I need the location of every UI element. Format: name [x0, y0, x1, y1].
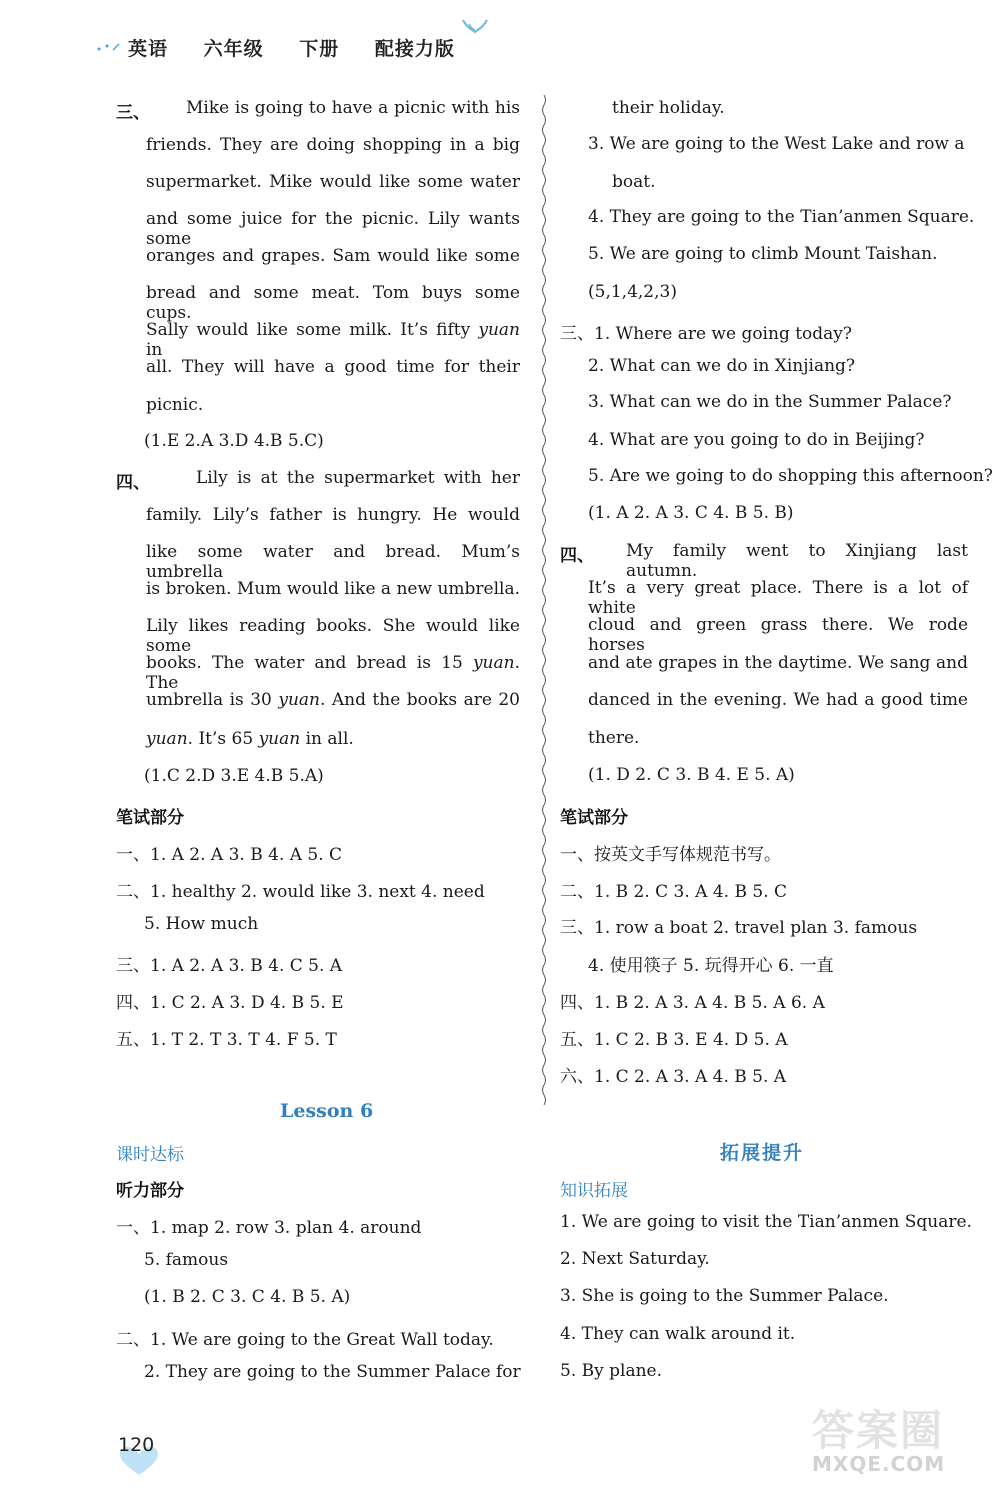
right-answer-line: 3. We are going to the West Lake and row a	[588, 134, 965, 154]
page-header	[128, 34, 483, 61]
right-answer-line: 5. We are going to climb Mount Taishan.	[588, 244, 938, 264]
written-answer-line: 四、1. C 2. A 3. D 4. B 5. E	[116, 993, 344, 1013]
listening-answer-line: (1. B 2. C 3. C 4. B 5. A)	[144, 1287, 351, 1307]
lesson-subtitle: 课时达标	[116, 1145, 184, 1165]
right-answer-line: 3. What can we do in the Summer Palace?	[588, 392, 952, 412]
right-answer-line: (1. A 2. A 3. C 4. B 5. B)	[588, 503, 794, 523]
san-passage-line: friends. They are doing shopping in a big	[146, 135, 520, 155]
right-answer-line: 5. Are we going to do shopping this afternoon?	[588, 466, 993, 486]
lesson-title: Lesson 6	[280, 1100, 374, 1122]
si-passage-line: Lily likes reading books. She would like some	[146, 616, 520, 656]
right-answer-line: their holiday.	[612, 98, 725, 118]
san-passage-line: picnic.	[146, 395, 204, 415]
san-passage-line: Mike is going to have a picnic with his	[186, 98, 520, 118]
wing-decoration-icon	[455, 16, 495, 38]
section-label-san: 三、	[116, 103, 150, 123]
extension-answer-line: 3. She is going to the Summer Palace.	[560, 1286, 889, 1306]
san-passage-line: oranges and grapes. Sam would like some	[146, 246, 520, 266]
written-answer-line: 五、1. C 2. B 3. E 4. D 5. A	[560, 1030, 788, 1050]
header-subject: 英语	[128, 38, 169, 60]
extension-answer-line: 4. They can walk around it.	[560, 1324, 796, 1344]
written-answer-line: 二、1. healthy 2. would like 3. next 4. need	[116, 882, 485, 902]
listening-answer-line: 5. famous	[144, 1250, 229, 1270]
right-answer-line: 4. They are going to the Tian’anmen Square.	[588, 207, 975, 227]
written-answer-line: 五、1. T 2. T 3. T 4. F 5. T	[116, 1030, 337, 1050]
header-grade: 六年级	[203, 38, 264, 60]
si-passage-line: cloud and green grass there. We rode horses	[588, 615, 968, 655]
written-answer-line: 四、1. B 2. A 3. A 4. B 5. A 6. A	[560, 993, 825, 1013]
si-passage-line: It’s a very great place. There is a lot of white	[588, 578, 968, 618]
header-edition: 配接力版	[374, 38, 455, 60]
san-passage-line: supermarket. Mike would like some water	[146, 172, 520, 192]
si-answers: (1. D 2. C 3. B 4. E 5. A)	[588, 765, 795, 785]
si-passage-line: yuan. It’s 65 yuan in all.	[146, 729, 354, 749]
watermark-url: MXQE.COM	[812, 1452, 946, 1476]
san-answers: (1.E 2.A 3.D 4.B 5.C)	[144, 431, 324, 451]
right-answer-line: boat.	[612, 172, 656, 192]
column-divider	[540, 95, 548, 1105]
si-passage-line: umbrella is 30 yuan. And the books are 20	[146, 690, 520, 710]
listening-answer-line: 2. They are going to the Summer Palace for	[144, 1362, 521, 1382]
si-passage-line: and ate grapes in the daytime. We sang and	[588, 653, 968, 673]
listening-section-title: 听力部分	[116, 1181, 184, 1201]
written-answer-line: 一、按英文手写体规范书写。	[560, 845, 781, 865]
section-label-si: 四、	[116, 473, 150, 493]
si-answers: (1.C 2.D 3.E 4.B 5.A)	[144, 766, 324, 786]
san-passage-line: bread and some meat. Tom buys some cups.	[146, 283, 520, 323]
page-number: 120	[118, 1434, 155, 1456]
written-answer-line: 一、1. A 2. A 3. B 4. A 5. C	[116, 845, 343, 865]
written-section-title: 笔试部分	[560, 808, 628, 828]
extension-answer-line: 5. By plane.	[560, 1361, 662, 1381]
right-answer-line: (5,1,4,2,3)	[588, 282, 677, 302]
si-passage-line: is broken. Mum would like a new umbrella.	[146, 579, 520, 599]
written-answer-line: 三、1. row a boat 2. travel plan 3. famous	[560, 918, 918, 938]
extension-subtitle: 知识拓展	[560, 1181, 628, 1201]
extension-answer-line: 1. We are going to visit the Tian’anmen Square.	[560, 1212, 972, 1232]
written-answer-line: 二、1. B 2. C 3. A 4. B 5. C	[560, 882, 788, 902]
san-passage-line: and some juice for the picnic. Lily wants some	[146, 209, 520, 249]
si-passage-line: Lily is at the supermarket with her	[196, 468, 520, 488]
written-answer-line: 5. How much	[144, 914, 259, 934]
listening-answer-line: 一、1. map 2. row 3. plan 4. around	[116, 1218, 422, 1238]
header-volume: 下册	[299, 38, 340, 60]
si-passage-line: like some water and bread. Mum’s umbrella	[146, 542, 520, 582]
si-passage-line: family. Lily’s father is hungry. He would	[146, 505, 520, 525]
si-passage-line: danced in the evening. We had a good time	[588, 690, 968, 710]
si-passage-line: there.	[588, 728, 640, 748]
listening-answer-line: 二、1. We are going to the Great Wall today.	[116, 1330, 494, 1350]
san-passage-line: all. They will have a good time for their	[146, 357, 520, 377]
right-answer-line: 4. What are you going to do in Beijing?	[588, 430, 925, 450]
right-answer-line: 2. What can we do in Xinjiang?	[588, 356, 856, 376]
written-answer-line: 4. 使用筷子 5. 玩得开心 6. 一直	[588, 956, 834, 976]
written-answer-line: 六、1. C 2. A 3. A 4. B 5. A	[560, 1067, 787, 1087]
watermark-logo-text: 答案圈	[812, 1406, 945, 1455]
si-passage-line: books. The water and bread is 15 yuan. The	[146, 653, 520, 693]
san-passage-line: Sally would like some milk. It’s fifty yuan in	[146, 320, 520, 360]
section-label-si: 四、	[560, 546, 594, 566]
right-answer-line: 三、1. Where are we going today?	[560, 324, 853, 344]
header-dots-decoration	[95, 40, 125, 54]
written-answer-line: 三、1. A 2. A 3. B 4. C 5. A	[116, 956, 343, 976]
written-section-title: 笔试部分	[116, 808, 184, 828]
extension-title: 拓展提升	[720, 1142, 805, 1164]
si-passage-line: My family went to Xinjiang last autumn.	[626, 541, 968, 581]
extension-answer-line: 2. Next Saturday.	[560, 1249, 710, 1269]
